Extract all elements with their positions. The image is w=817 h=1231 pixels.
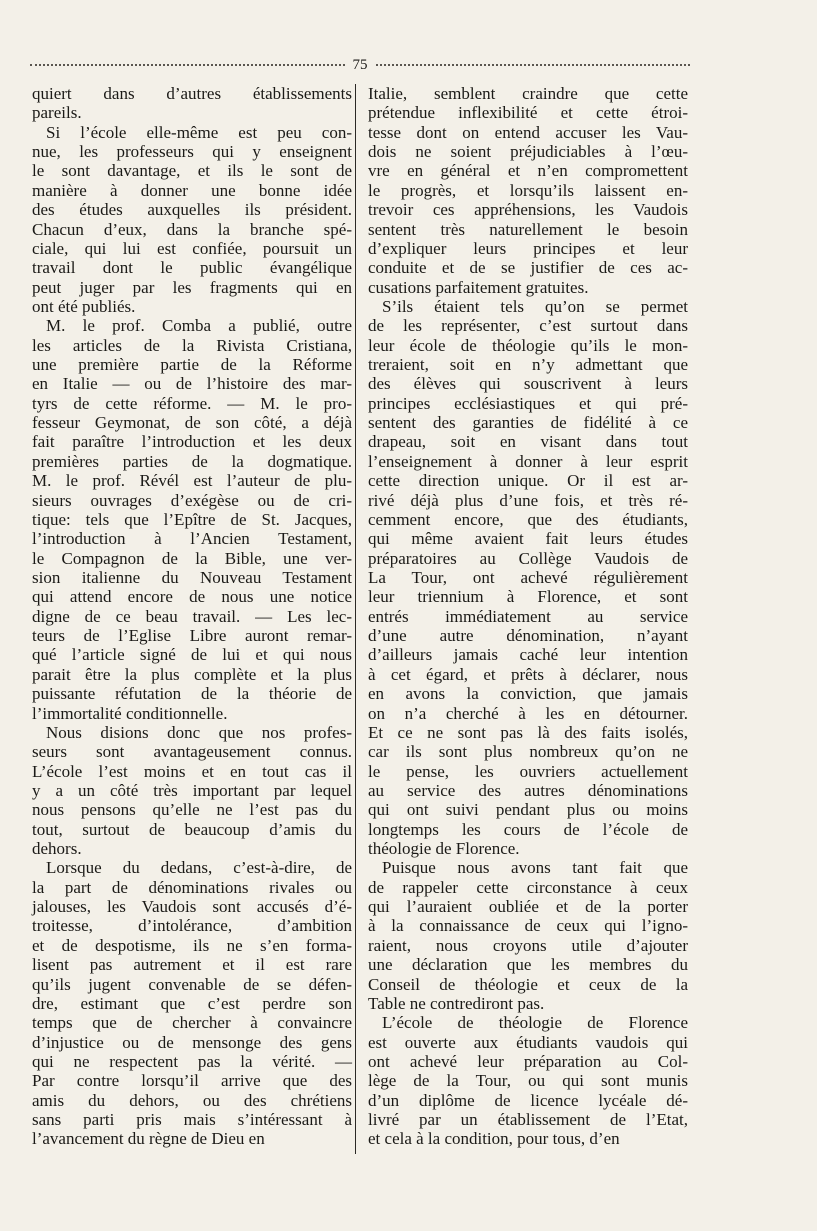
text-line: sans parti pris mais s’intéressant à <box>32 1110 352 1130</box>
text-line: qui même avaient fait leurs études <box>368 529 688 549</box>
text-line: préparatoires au Collège Vaudois de <box>368 548 688 568</box>
text-line: sion italienne du Nouveau Testament <box>32 567 352 587</box>
text-line: des études auxquelles ils président. <box>32 200 352 220</box>
text-line: et de despotisme, ils ne s’en forma- <box>32 935 352 955</box>
text-line: prétendue inflexibilité et cette étroi- <box>368 103 688 123</box>
text-line: Conseil de théologie et ceux de la <box>368 974 688 994</box>
text-line: L’école l’est moins et en tout cas il <box>32 761 352 781</box>
text-line: cette direction unique. Or il est ar- <box>368 471 688 491</box>
text-line: conduite et de se justifier de ces ac- <box>368 258 688 278</box>
text-line: on n’a cherché à les en détourner. <box>368 703 688 723</box>
right-column <box>368 84 688 1149</box>
text-line: trevoir ces appréhensions, les Vaudois <box>368 200 688 220</box>
text-line: amis du dehors, ou des chrétiens <box>32 1090 352 1110</box>
text-line: au service des autres dénominations <box>368 780 688 800</box>
text-line: le sont davantage, et ils le sont de <box>32 161 352 181</box>
page-number: 75 <box>352 57 368 73</box>
text-line: peut juger par les fragments qui en <box>32 277 352 297</box>
text-line: qui attend encore de nous une notice <box>32 587 352 607</box>
text-line: Italie, semblent craindre que cette <box>368 84 688 103</box>
text-line: l’enseignement à donner à leur esprit <box>368 451 688 471</box>
text-line: et cela à la condition, pour tous, d’en <box>368 1129 620 1149</box>
text-line: manière à donner une bonne idée <box>32 180 352 200</box>
text-line: lisent pas autrement et il est rare <box>32 955 352 975</box>
text-line: qui ont suivi pendant plus ou moins <box>368 800 688 820</box>
text-line: sieurs ouvrages d’exégèse ou de cri- <box>32 490 352 510</box>
text-line: y a un côté très important par lequel <box>32 780 352 800</box>
text-line: dre, estimant que c’est perdre son <box>32 993 352 1013</box>
text-line: le Compagnon de la Bible, une ver- <box>32 548 352 568</box>
text-line: leur triennium à Florence, et sont <box>368 587 688 607</box>
text-line: à la connaissance de ceux qui l’igno- <box>368 916 688 936</box>
text-line: nue, les professeurs qui y enseignent <box>32 142 352 162</box>
text-line: les articles de la Rivista Cristiana, <box>32 335 352 355</box>
text-line: fesseur Geymonat, de son côté, a déjà <box>32 413 352 433</box>
text-line: premières parties de la dogmatique. <box>32 451 352 471</box>
text-line: dehors. <box>32 839 82 859</box>
text-line: Et ce ne sont pas là des faits isolés, <box>368 722 688 742</box>
text-line: d’une autre dénomination, n’ayant <box>368 626 688 646</box>
text-line: drapeau, soit en visant dans tout <box>368 432 688 452</box>
text-line: troitesse, d’intolérance, d’ambition <box>32 916 352 936</box>
text-line: qui l’auraient oubliée et de la porter <box>368 897 688 917</box>
text-line: l’immortalité conditionnelle. <box>32 703 228 723</box>
text-line: la part de dénominations rivales ou <box>32 877 352 897</box>
text-line: de les représenter, c’est surtout dans <box>368 316 688 336</box>
text-line: travail dont le public évangélique <box>32 258 352 278</box>
text-line: vre en général et n’en compromettent <box>368 161 688 181</box>
text-line: une première partie de la Réforme <box>32 355 352 375</box>
column-divider <box>355 84 356 1154</box>
text-line: longtemps les cours de l’école de <box>368 819 688 839</box>
text-line: Nous disions donc que nos profes- <box>46 722 352 742</box>
text-line: ciale, qui lui est confiée, poursuit un <box>32 238 352 258</box>
text-line: tesse dont on entend accuser les Vau- <box>368 122 688 142</box>
text-line: parait être la plus complète et la plus <box>32 664 352 684</box>
text-line: l’introduction à l’Ancien Testament, <box>32 529 352 549</box>
text-line: le pense, les ouvriers actuellement <box>368 761 688 781</box>
header-rule-left <box>30 64 345 66</box>
text-line: qu’ils jugent convenable de se défen- <box>32 974 352 994</box>
text-line: Lorsque du dedans, c’est-à-dire, de <box>46 858 352 878</box>
text-line: raient, nous croyons utile d’ajouter <box>368 935 688 955</box>
text-line: tyrs de cette réforme. — M. le pro- <box>32 393 352 413</box>
text-line: puissante réfutation de la théorie de <box>32 684 352 704</box>
text-line: qui ne respectent pas la vérité. — <box>32 1051 352 1071</box>
text-line: nous pensons qu’elle ne l’est pas du <box>32 800 352 820</box>
text-line: Par contre lorsqu’il arrive que des <box>32 1071 352 1091</box>
text-line: fait paraître l’introduction et les deux <box>32 432 352 452</box>
text-line: Chacun d’eux, dans la branche spé- <box>32 219 352 239</box>
left-column <box>32 84 352 1149</box>
text-line: jalouses, les Vaudois sont accusés d’é- <box>32 897 352 917</box>
text-line: M. le prof. Révél est l’auteur de plu- <box>32 471 352 491</box>
text-line: ont été publiés. <box>32 296 136 316</box>
text-line: S’ils étaient tels qu’on se permet <box>382 296 688 316</box>
text-line: d’un diplôme de licence lycéale dé- <box>368 1090 688 1110</box>
text-line: pareils. <box>32 103 82 123</box>
text-line: tout, surtout de beaucoup d’amis du <box>32 819 352 839</box>
text-line: tique: tels que l’Epître de St. Jacques, <box>32 509 352 529</box>
text-line: lège de la Tour, ou qui sont munis <box>368 1071 688 1091</box>
text-line: La Tour, ont achevé régulièrement <box>368 567 688 587</box>
page-header <box>30 54 690 76</box>
text-line: sentent des garanties de fidélité à ce <box>368 413 688 433</box>
text-line: cusations parfaitement gratuites. <box>368 277 589 297</box>
text-line: quiert dans d’autres établissements <box>32 84 352 103</box>
text-line: de rappeler cette circonstance à ceux <box>368 877 688 897</box>
header-rule-right <box>376 64 691 66</box>
text-line: L’école de théologie de Florence <box>382 1013 688 1033</box>
text-line: en avons la conviction, que jamais <box>368 684 688 704</box>
text-line: leur école de théologie qu’ils le mon- <box>368 335 688 355</box>
text-line: teurs de l’Eglise Libre auront remar- <box>32 626 352 646</box>
text-line: principes ecclésiastiques et qui pré- <box>368 393 688 413</box>
text-line: est ouverte aux étudiants vaudois qui <box>368 1032 688 1052</box>
text-line: le progrès, et lorsqu’ils laissent en- <box>368 180 688 200</box>
text-line: d’injustice ou de mensonge des gens <box>32 1032 352 1052</box>
text-line: l’avancement du règne de Dieu en <box>32 1129 265 1149</box>
text-line: théologie de Florence. <box>368 839 520 859</box>
text-line: des élèves qui souscrivent à leurs <box>368 374 688 394</box>
text-line: entrés immédiatement au service <box>368 606 688 626</box>
text-line: en Italie — ou de l’histoire des mar- <box>32 374 352 394</box>
text-line: Si l’école elle-même est peu con- <box>46 122 352 142</box>
text-line: d’ailleurs jamais caché leur intention <box>368 645 688 665</box>
text-line: treraient, soit en n’y admettant que <box>368 355 688 375</box>
text-line: livré par un établissement de l’Etat, <box>368 1110 688 1130</box>
text-line: une déclaration que les membres du <box>368 955 688 975</box>
text-line: seurs sont avantageusement connus. <box>32 742 352 762</box>
text-line: Puisque nous avons tant fait que <box>382 858 688 878</box>
text-line: dois ne soient préjudiciables à l’œu- <box>368 142 688 162</box>
text-line: d’expliquer leurs principes et leur <box>368 238 688 258</box>
text-line: ont achevé leur préparation au Col- <box>368 1051 688 1071</box>
text-line: Table ne contrediront pas. <box>368 993 545 1013</box>
text-line: car ils sont plus nombreux qu’on ne <box>368 742 688 762</box>
text-line: sentent très naturellement le besoin <box>368 219 688 239</box>
text-line: qué l’article signé de lui et qui nous <box>32 645 352 665</box>
text-line: digne de ce beau travail. — Les lec- <box>32 606 352 626</box>
text-line: à cet égard, et prêts à déclarer, nous <box>368 664 688 684</box>
text-line: temps que de chercher à convaincre <box>32 1013 352 1033</box>
text-line: cemment encore, que des étudiants, <box>368 509 688 529</box>
text-line: M. le prof. Comba a publié, outre <box>46 316 352 336</box>
text-line: rivé déjà plus d’une fois, et très ré- <box>368 490 688 510</box>
